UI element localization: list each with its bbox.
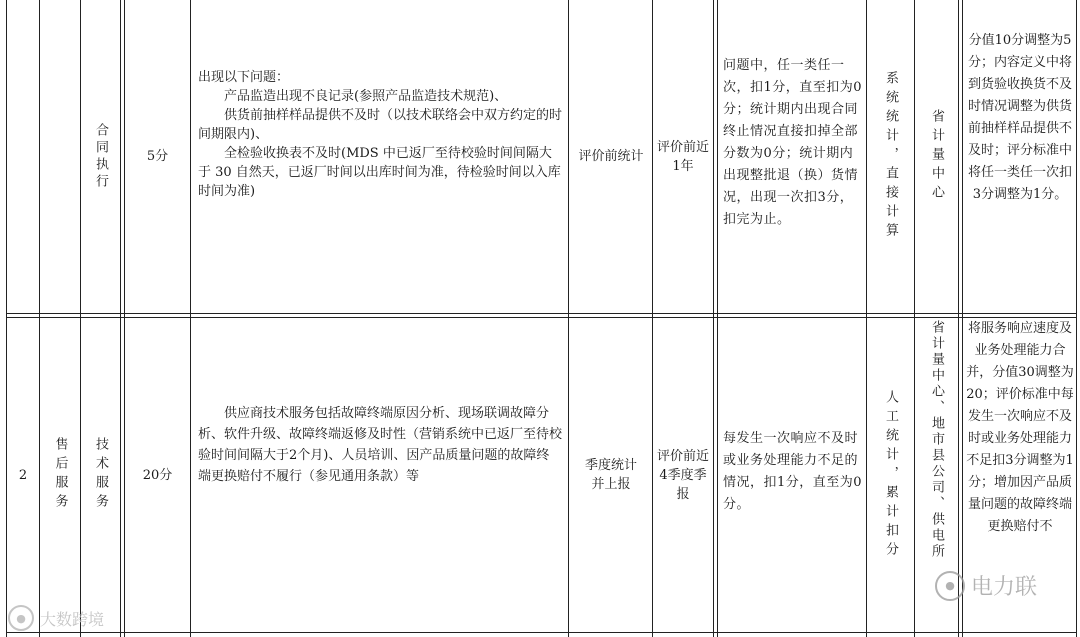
row1-note bbox=[966, 30, 1074, 206]
row-divider bbox=[6, 632, 1077, 633]
row2-calc bbox=[867, 318, 914, 632]
row2-score bbox=[125, 318, 190, 632]
row1-item bbox=[81, 0, 120, 313]
row1-period bbox=[654, 0, 712, 313]
watermark-logo-icon: ● bbox=[935, 571, 965, 601]
row1-content-line: 全检验收换表不及时(MDS 中已返厂至待校验时间间隔大于 30 自然天，已返厂时间以出库时间为准，待检验时间以入库时间为准) bbox=[198, 146, 561, 199]
table-border bbox=[120, 0, 121, 637]
row2-org-text: 省计量中心、地市县公司、供电所 bbox=[929, 320, 944, 560]
table-border bbox=[962, 0, 963, 637]
row2-item bbox=[81, 318, 120, 632]
table-border bbox=[652, 0, 653, 637]
row2-score-text: 20分 bbox=[142, 467, 173, 483]
row2-period bbox=[654, 318, 712, 632]
row2-rule-text: 每发生一次响应不及时或业务处理能力不足的情况，扣1分，直至为0分。 bbox=[723, 431, 863, 512]
table-border bbox=[958, 0, 959, 637]
table-border bbox=[713, 0, 714, 637]
row2-no-text: 2 bbox=[18, 467, 28, 483]
row1-calc bbox=[867, 0, 914, 313]
row1-period-text: 评价前近1年 bbox=[657, 139, 710, 174]
row1-score-text: 5分 bbox=[146, 149, 169, 164]
row1-content bbox=[198, 68, 562, 201]
row2-category-text: 售后服务 bbox=[52, 437, 68, 513]
row2-period-text: 评价前近4季度季报 bbox=[657, 448, 710, 502]
row1-org-text: 省计量中心 bbox=[929, 109, 944, 204]
row1-rule-text: 问题中，任一类任一次，扣1分，直至扣为0分；统计期内出现合同终止情况直接扣掉全部分数为0分；统计期内出现整批退（换）货情况，出现一次扣3分，扣完为止。 bbox=[723, 58, 863, 227]
row-divider bbox=[6, 313, 1077, 314]
watermark-right-text: 电力联 bbox=[971, 575, 1038, 600]
row1-item-text: 合同执行 bbox=[93, 122, 108, 191]
row1-content-line: 供货前抽样样品提供不及时（以技术联络会中双方约定的时间期限内)、 bbox=[198, 108, 563, 142]
row1-rule bbox=[723, 55, 863, 231]
table-border bbox=[190, 0, 191, 637]
row2-no bbox=[7, 318, 39, 632]
watermark-right bbox=[935, 570, 1037, 601]
row1-score bbox=[125, 0, 190, 313]
watermark-logo-icon: ● bbox=[8, 605, 34, 631]
table-border bbox=[1076, 0, 1077, 637]
row1-method bbox=[572, 0, 650, 313]
row1-content-intro: 出现以下问题： bbox=[198, 70, 290, 85]
row1-calc-text: 系统统计，直接计算 bbox=[883, 71, 898, 242]
row2-note-text: 将服务响应速度及业务处理能力合并，分值30调整为20；评价标准中每发生一次响应不及时或业务处理能力不足扣3分调整为1分；增加因产品质量问题的故障终端更换赔付不 bbox=[966, 321, 1074, 534]
row1-content-line: 产品监造出现不良记录(参照产品监造技术规范)、 bbox=[224, 89, 508, 104]
row2-method bbox=[572, 318, 650, 632]
row2-method-text: 季度统计并上报 bbox=[584, 458, 637, 492]
watermark-left-text: 大数跨境 bbox=[40, 609, 105, 629]
row1-method-text: 评价前统计 bbox=[578, 149, 644, 164]
row2-content-text: 供应商技术服务包括故障终端原因分析、现场联调故障分析、软件升级、故障终端返修及时性（营销系统中已返厂至待校验时间间隔大于2个月)、人员培训、因产品质量问题的故障终端更换赔付不履行（参见通用条款）等 bbox=[198, 406, 563, 484]
row2-content bbox=[198, 403, 562, 487]
table-border bbox=[717, 0, 718, 637]
row1-org bbox=[915, 0, 958, 313]
row2-calc-text: 人工统计，累计扣分 bbox=[883, 389, 898, 561]
row1-note-text: 分值10分调整为5分；内容定义中将到货验收换货不及时情况调整为供货前抽样样品提供不及时；评分标准中将任一类任一次扣3分调整为1分。 bbox=[967, 33, 1072, 202]
row2-rule bbox=[723, 428, 863, 516]
watermark-left bbox=[8, 605, 104, 631]
table-border bbox=[568, 0, 569, 637]
row2-category bbox=[40, 318, 80, 632]
row2-item-text: 技术服务 bbox=[93, 437, 108, 513]
